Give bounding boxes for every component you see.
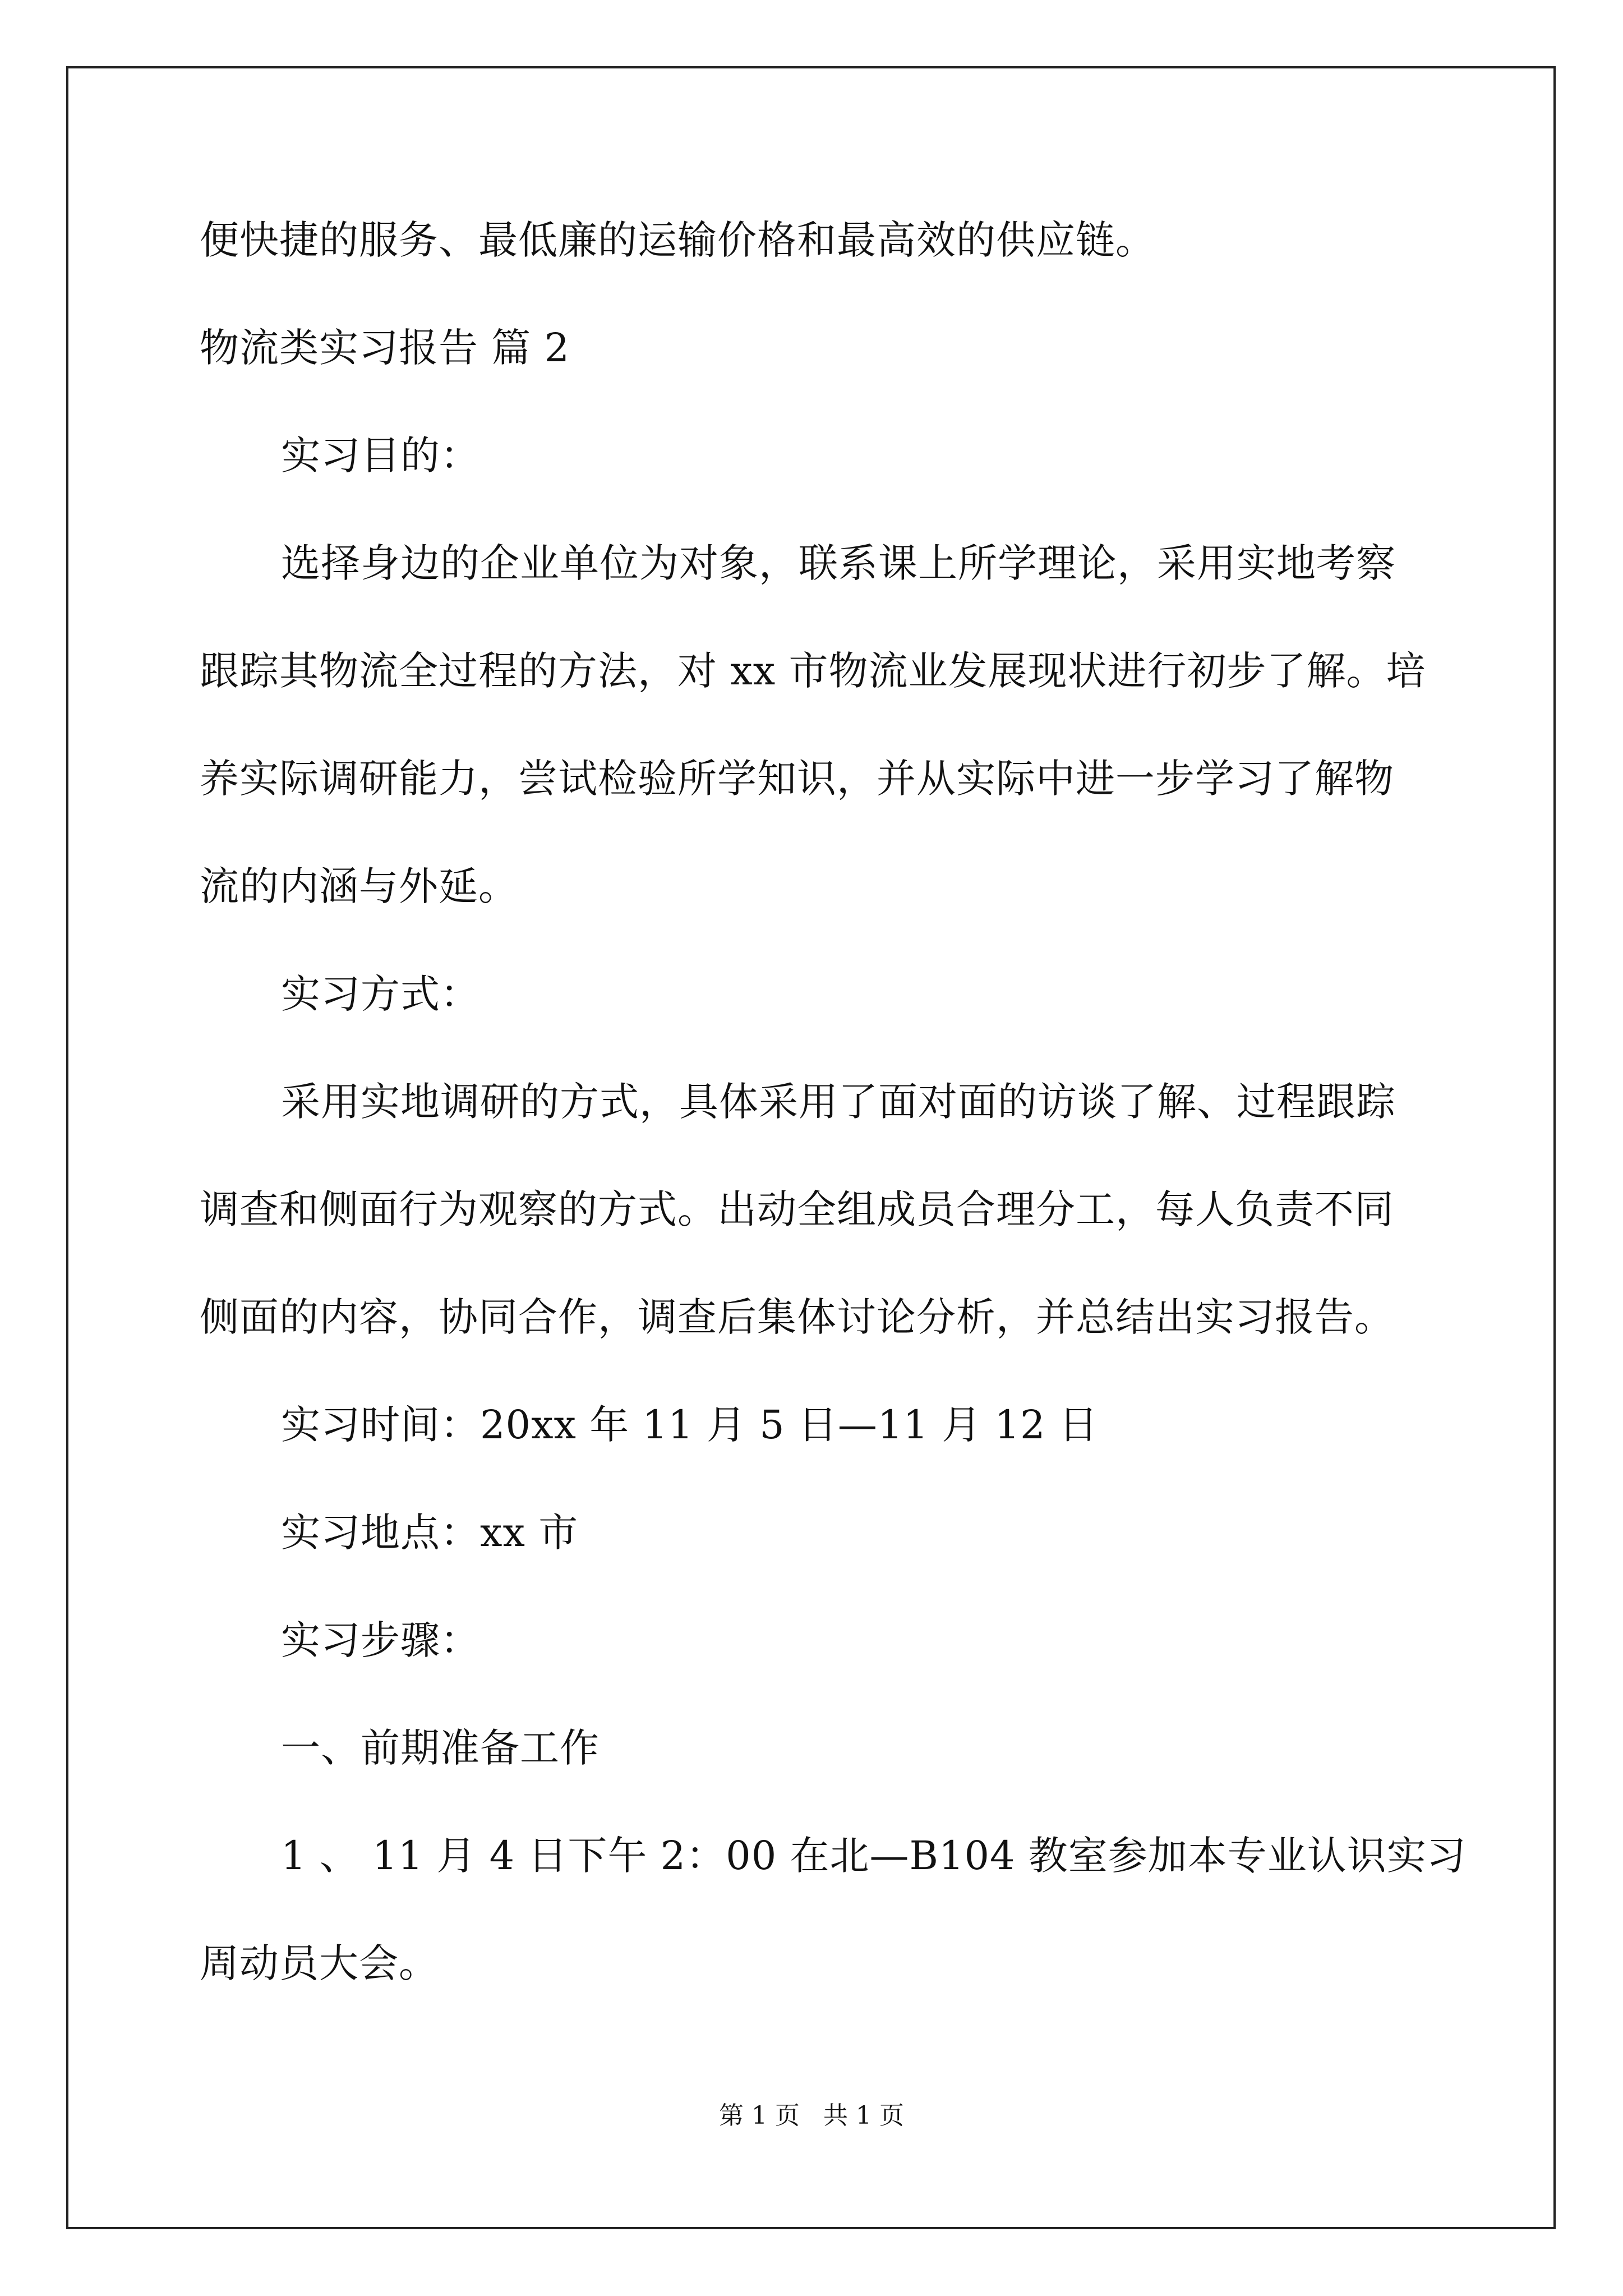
text-line: 一、前期准备工作 — [281, 1725, 600, 1771]
text-line: 实习时间：20xx 年 11 月 5 日—11 月 12 日 — [281, 1402, 1099, 1448]
text-line: 实习地点：xx 市 — [281, 1510, 579, 1556]
document-body — [200, 212, 1467, 2043]
page-footer: 第 1 页 共 1 页 — [719, 2101, 904, 2130]
text-line: 实习目的： — [281, 432, 480, 478]
text-line: 选择身边的企业单位为对象，联系课上所学理论，采用实地考察 — [281, 540, 1396, 586]
text-line: 流的内涵与外延。 — [200, 863, 518, 909]
text-line: 实习步骤： — [281, 1617, 480, 1663]
text-line: 养实际调研能力，尝试检验所学知识，并从实际中进一步学习了解物 — [200, 756, 1394, 802]
text-line: 周动员大会。 — [200, 1940, 439, 1986]
section-heading: 物流类实习报告 篇 2 — [200, 325, 570, 371]
text-line: 便快捷的服务、最低廉的运输价格和最高效的供应链。 — [200, 217, 1155, 263]
text-line: 1 、 11 月 4 日下午 2：00 在北—B104 教室参加本专业认识实习 — [281, 1833, 1467, 1879]
text-line: 侧面的内容，协同合作，调查后集体讨论分析，并总结出实习报告。 — [200, 1294, 1394, 1340]
text-line: 实习方式： — [281, 971, 480, 1017]
text-line: 采用实地调研的方式，具体采用了面对面的访谈了解、过程跟踪 — [281, 1079, 1396, 1125]
text-line: 调查和侧面行为观察的方式。出动全组成员合理分工，每人负责不同 — [200, 1186, 1394, 1232]
text-line: 跟踪其物流全过程的方法，对 xx 市物流业发展现状进行初步了解。培 — [200, 648, 1426, 694]
